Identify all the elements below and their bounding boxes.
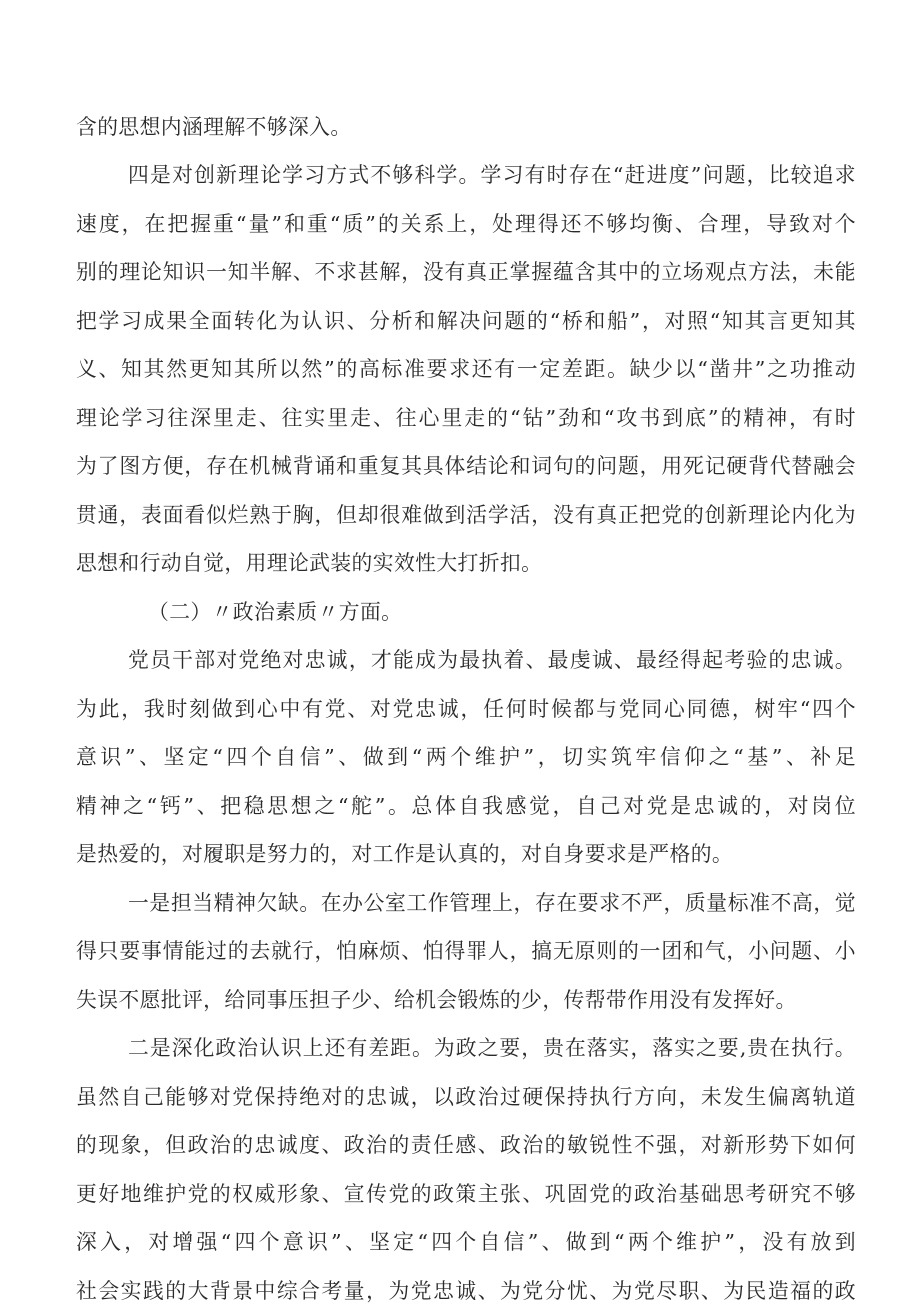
paragraph-first-line: 二是深化政治认识上还有差距。为政之要，贵在落实，落实之要,贵在执行。: [128, 1036, 856, 1060]
text-line: 速度，在把握重“量”和重“质”的关系上，处理得还不够均衡、合理，导致对个: [76, 212, 856, 236]
text-line: 的现象，但政治的忠诚度、政治的责任感、政治的敏锐性不强，对新形势下如何: [76, 1133, 856, 1157]
text-line: 为了图方便，存在机械背诵和重复其具体结论和词句的问题，用死记硬背代替融会: [76, 454, 856, 478]
text-line: 社会实践的大背景中综合考量，为党忠诚、为党分忧、为党尽职、为民造福的政: [76, 1279, 856, 1303]
paragraph-first-line: 一是担当精神欠缺。在办公室工作管理上，存在要求不严，质量标准不高，觉: [128, 891, 856, 915]
text-line: 别的理论知识一知半解、不求甚解，没有真正掌握蕴含其中的立场观点方法，未能: [76, 260, 856, 284]
text-line: 含的思想内涵理解不够深入。: [76, 115, 352, 139]
text-line: 得只要事情能过的去就行，怕麻烦、怕得罪人，搞无原则的一团和气，小问题、小: [76, 939, 856, 963]
text-line: 为此，我时刻做到心中有党、对党忠诚，任何时候都与党同心同德，树牢“四个: [76, 697, 856, 721]
text-line: 义、知其然更知其所以然”的高标准要求还有一定差距。缺少以“凿井”之功推动: [76, 357, 856, 381]
text-line: 精神之“钙”、把稳思想之“舵”。总体自我感觉，自己对党是忠诚的，对岗位: [76, 794, 856, 818]
paragraph-first-line: 四是对创新理论学习方式不够科学。学习有时存在“赶进度”问题，比较追求: [128, 163, 856, 187]
paragraph-first-line: 党员干部对党绝对忠诚，才能成为最执着、最虔诚、最经得起考验的忠诚。: [128, 648, 856, 672]
text-line: 把学习成果全面转化为认识、分析和解决问题的“桥和船”，对照“知其言更知其: [76, 309, 856, 333]
text-line: 思想和行动自觉，用理论武装的实效性大打折扣。: [76, 551, 543, 575]
text-line: 贯通，表面看似烂熟于胸，但却很难做到活学活，没有真正把党的创新理论内化为: [76, 503, 856, 527]
text-line: 更好地维护党的权威形象、宣传党的政策主张、巩固党的政治基础思考研究不够: [76, 1182, 856, 1206]
text-line: 是热爱的，对履职是努力的，对工作是认真的，对自身要求是严格的。: [76, 842, 734, 866]
text-line: 理论学习往深里走、往实里走、往心里走的“钻”劲和“攻书到底”的精神，有时: [76, 406, 856, 430]
text-line: 失误不愿批评，给同事压担子少、给机会锻炼的少，传帮带作用没有发挥好。: [76, 988, 797, 1012]
text-line: 深入，对增强“四个意识”、坚定“四个自信”、做到“两个维护”，没有放到: [76, 1230, 856, 1254]
text-line: 意识”、坚定“四个自信”、做到“两个维护”，切实筑牢信仰之“基”、补足: [76, 745, 856, 769]
section-heading: （二）〃政治素质〃方面。: [148, 600, 403, 624]
text-line: 虽然自己能够对党保持绝对的忠诚，以政治过硬保持执行方向，未发生偏离轨道: [76, 1085, 856, 1109]
